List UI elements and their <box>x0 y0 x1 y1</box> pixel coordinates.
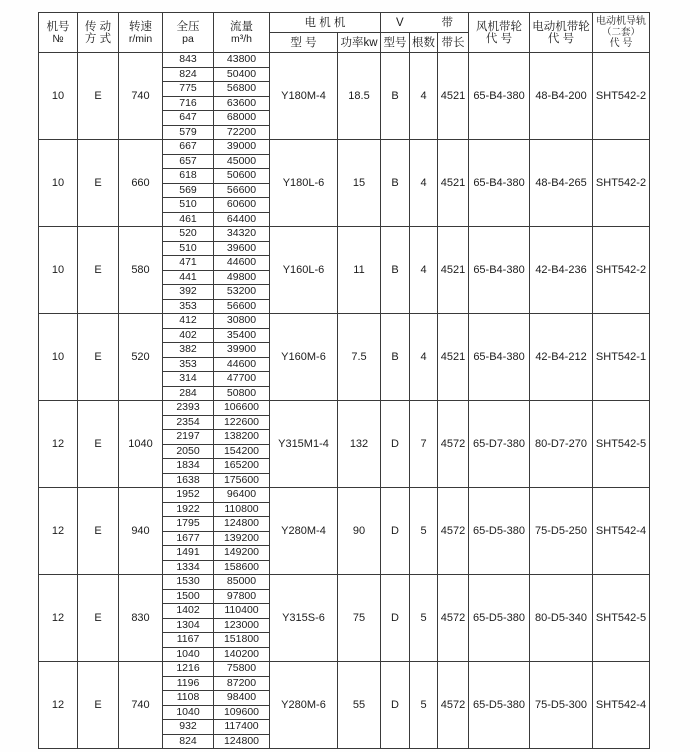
cell-motor-power: 132 <box>338 401 381 488</box>
cell-flow: 87200 <box>214 676 270 691</box>
cell-motor-pulley: 80-D7-270 <box>530 401 593 488</box>
cell-pressure: 314 <box>163 372 214 387</box>
cell-motor-model: Y315M1-4 <box>270 401 338 488</box>
cell-flow: 53200 <box>214 285 270 300</box>
cell-motor-model: Y180L-6 <box>270 140 338 227</box>
cell-rail-code: SHT542-2 <box>593 140 650 227</box>
cell-flow: 124800 <box>214 734 270 749</box>
cell-machine-no: 12 <box>39 575 78 662</box>
cell-pressure: 647 <box>163 111 214 126</box>
cell-belt-type: B <box>381 314 410 401</box>
cell-pressure: 1834 <box>163 459 214 474</box>
cell-pressure: 667 <box>163 140 214 155</box>
cell-rail-code: SHT542-4 <box>593 662 650 749</box>
cell-speed: 940 <box>119 488 163 575</box>
cell-flow: 39900 <box>214 343 270 358</box>
cell-speed: 740 <box>119 662 163 749</box>
cell-rail-code: SHT542-5 <box>593 575 650 662</box>
cell-machine-no: 12 <box>39 401 78 488</box>
cell-belt-type: B <box>381 227 410 314</box>
header-flow-rate: 流量 m³/h <box>214 13 270 53</box>
fan-motor-spec-table <box>38 12 650 749</box>
header-machine-no: 机号 № <box>39 13 78 53</box>
cell-flow: 122600 <box>214 415 270 430</box>
header-total-pressure: 全压 pa <box>163 13 214 53</box>
cell-pressure: 1402 <box>163 604 214 619</box>
header-vbelt-group: V 带 <box>381 13 469 33</box>
cell-pressure: 441 <box>163 270 214 285</box>
cell-pressure: 1795 <box>163 517 214 532</box>
cell-speed: 660 <box>119 140 163 227</box>
cell-motor-model: Y280M-6 <box>270 662 338 749</box>
cell-speed: 580 <box>119 227 163 314</box>
spec-table-body <box>39 53 650 749</box>
cell-pressure: 657 <box>163 154 214 169</box>
cell-belt-count: 5 <box>410 575 438 662</box>
header-motor-power: 功率kw <box>338 33 381 53</box>
header-motor-rail: 电动机导轨 （二套） 代 号 <box>593 13 650 53</box>
cell-flow: 110800 <box>214 502 270 517</box>
cell-pressure: 1108 <box>163 691 214 706</box>
cell-flow: 30800 <box>214 314 270 329</box>
cell-flow: 109600 <box>214 705 270 720</box>
cell-motor-pulley: 80-D5-340 <box>530 575 593 662</box>
cell-flow: 110400 <box>214 604 270 619</box>
cell-flow: 35400 <box>214 328 270 343</box>
cell-speed: 740 <box>119 53 163 140</box>
cell-pressure: 1638 <box>163 473 214 488</box>
cell-motor-power: 11 <box>338 227 381 314</box>
cell-rail-code: SHT542-5 <box>593 401 650 488</box>
cell-belt-length: 4572 <box>438 662 469 749</box>
cell-belt-length: 4521 <box>438 227 469 314</box>
cell-belt-length: 4521 <box>438 140 469 227</box>
spec-row <box>39 575 650 590</box>
cell-flow: 63600 <box>214 96 270 111</box>
cell-flow: 50600 <box>214 169 270 184</box>
cell-flow: 138200 <box>214 430 270 445</box>
cell-pressure: 932 <box>163 720 214 735</box>
cell-pressure: 618 <box>163 169 214 184</box>
cell-speed: 830 <box>119 575 163 662</box>
header-motor-pulley: 电动机带轮 代 号 <box>530 13 593 53</box>
header-belt-length: 带长 <box>438 33 469 53</box>
cell-pressure: 2050 <box>163 444 214 459</box>
cell-belt-length: 4572 <box>438 401 469 488</box>
cell-pressure: 1491 <box>163 546 214 561</box>
spec-row <box>39 227 650 242</box>
cell-drive-mode: E <box>78 488 119 575</box>
cell-belt-type: D <box>381 575 410 662</box>
cell-machine-no: 10 <box>39 314 78 401</box>
cell-flow: 64400 <box>214 212 270 227</box>
cell-flow: 85000 <box>214 575 270 590</box>
cell-fan-pulley: 65-B4-380 <box>469 53 530 140</box>
cell-belt-length: 4572 <box>438 575 469 662</box>
cell-flow: 165200 <box>214 459 270 474</box>
cell-pressure: 1167 <box>163 633 214 648</box>
cell-pressure: 1334 <box>163 560 214 575</box>
cell-pressure: 510 <box>163 198 214 213</box>
cell-motor-pulley: 75-D5-300 <box>530 662 593 749</box>
cell-flow: 98400 <box>214 691 270 706</box>
header-motor-group: 电 机 机 <box>270 13 381 33</box>
cell-flow: 123000 <box>214 618 270 633</box>
cell-flow: 139200 <box>214 531 270 546</box>
cell-flow: 43800 <box>214 53 270 68</box>
cell-pressure: 382 <box>163 343 214 358</box>
cell-flow: 49800 <box>214 270 270 285</box>
cell-pressure: 412 <box>163 314 214 329</box>
cell-machine-no: 10 <box>39 140 78 227</box>
cell-belt-type: B <box>381 140 410 227</box>
cell-belt-count: 5 <box>410 662 438 749</box>
header-drive-mode: 传 动 方 式 <box>78 13 119 53</box>
cell-pressure: 824 <box>163 734 214 749</box>
cell-motor-power: 75 <box>338 575 381 662</box>
cell-flow: 45000 <box>214 154 270 169</box>
header-fan-pulley: 风机带轮 代 号 <box>469 13 530 53</box>
cell-flow: 56800 <box>214 82 270 97</box>
header-belt-count: 根数 <box>410 33 438 53</box>
cell-machine-no: 12 <box>39 662 78 749</box>
cell-flow: 140200 <box>214 647 270 662</box>
cell-flow: 106600 <box>214 401 270 416</box>
cell-pressure: 353 <box>163 299 214 314</box>
cell-motor-pulley: 48-B4-200 <box>530 53 593 140</box>
cell-motor-power: 18.5 <box>338 53 381 140</box>
cell-flow: 175600 <box>214 473 270 488</box>
cell-speed: 520 <box>119 314 163 401</box>
header-motor-model: 型 号 <box>270 33 338 53</box>
cell-pressure: 1196 <box>163 676 214 691</box>
cell-flow: 149200 <box>214 546 270 561</box>
cell-motor-power: 55 <box>338 662 381 749</box>
cell-pressure: 510 <box>163 241 214 256</box>
cell-motor-model: Y160L-6 <box>270 227 338 314</box>
cell-drive-mode: E <box>78 662 119 749</box>
cell-flow: 56600 <box>214 183 270 198</box>
cell-pressure: 569 <box>163 183 214 198</box>
cell-fan-pulley: 65-D5-380 <box>469 575 530 662</box>
cell-flow: 34320 <box>214 227 270 242</box>
cell-belt-type: D <box>381 662 410 749</box>
cell-belt-length: 4572 <box>438 488 469 575</box>
cell-pressure: 716 <box>163 96 214 111</box>
cell-belt-type: D <box>381 401 410 488</box>
cell-flow: 50400 <box>214 67 270 82</box>
spec-row <box>39 401 650 416</box>
cell-drive-mode: E <box>78 575 119 662</box>
cell-fan-pulley: 65-B4-380 <box>469 227 530 314</box>
cell-belt-count: 5 <box>410 488 438 575</box>
cell-rail-code: SHT542-4 <box>593 488 650 575</box>
cell-flow: 158600 <box>214 560 270 575</box>
cell-pressure: 392 <box>163 285 214 300</box>
cell-rail-code: SHT542-2 <box>593 53 650 140</box>
cell-fan-pulley: 65-D7-380 <box>469 401 530 488</box>
cell-motor-model: Y180M-4 <box>270 53 338 140</box>
spec-row <box>39 314 650 329</box>
spec-row <box>39 488 650 503</box>
cell-flow: 75800 <box>214 662 270 677</box>
cell-flow: 68000 <box>214 111 270 126</box>
cell-pressure: 471 <box>163 256 214 271</box>
cell-pressure: 1952 <box>163 488 214 503</box>
table-header <box>39 13 650 53</box>
cell-motor-pulley: 75-D5-250 <box>530 488 593 575</box>
cell-belt-count: 4 <box>410 314 438 401</box>
cell-belt-count: 4 <box>410 53 438 140</box>
cell-flow: 97800 <box>214 589 270 604</box>
cell-motor-model: Y280M-4 <box>270 488 338 575</box>
cell-pressure: 824 <box>163 67 214 82</box>
cell-drive-mode: E <box>78 53 119 140</box>
cell-motor-power: 90 <box>338 488 381 575</box>
cell-pressure: 520 <box>163 227 214 242</box>
cell-pressure: 1677 <box>163 531 214 546</box>
cell-drive-mode: E <box>78 401 119 488</box>
cell-flow: 39600 <box>214 241 270 256</box>
cell-motor-power: 15 <box>338 140 381 227</box>
cell-belt-length: 4521 <box>438 53 469 140</box>
cell-pressure: 579 <box>163 125 214 140</box>
cell-motor-pulley: 48-B4-265 <box>530 140 593 227</box>
cell-pressure: 1216 <box>163 662 214 677</box>
cell-drive-mode: E <box>78 140 119 227</box>
cell-rail-code: SHT542-2 <box>593 227 650 314</box>
cell-motor-pulley: 42-B4-212 <box>530 314 593 401</box>
cell-flow: 44600 <box>214 256 270 271</box>
cell-motor-power: 7.5 <box>338 314 381 401</box>
cell-pressure: 284 <box>163 386 214 401</box>
cell-flow: 50800 <box>214 386 270 401</box>
cell-pressure: 843 <box>163 53 214 68</box>
cell-motor-model: Y160M-6 <box>270 314 338 401</box>
header-speed: 转速 r/min <box>119 13 163 53</box>
cell-belt-count: 4 <box>410 140 438 227</box>
cell-belt-count: 4 <box>410 227 438 314</box>
cell-pressure: 2197 <box>163 430 214 445</box>
cell-flow: 60600 <box>214 198 270 213</box>
cell-speed: 1040 <box>119 401 163 488</box>
cell-pressure: 2393 <box>163 401 214 416</box>
cell-motor-pulley: 42-B4-236 <box>530 227 593 314</box>
cell-flow: 47700 <box>214 372 270 387</box>
cell-pressure: 775 <box>163 82 214 97</box>
cell-flow: 117400 <box>214 720 270 735</box>
cell-pressure: 1040 <box>163 647 214 662</box>
cell-flow: 56600 <box>214 299 270 314</box>
cell-pressure: 2354 <box>163 415 214 430</box>
cell-flow: 44600 <box>214 357 270 372</box>
cell-machine-no: 10 <box>39 227 78 314</box>
cell-motor-model: Y315S-6 <box>270 575 338 662</box>
cell-flow: 96400 <box>214 488 270 503</box>
spec-row <box>39 53 650 68</box>
spec-row <box>39 140 650 155</box>
cell-belt-length: 4521 <box>438 314 469 401</box>
cell-pressure: 1500 <box>163 589 214 604</box>
cell-drive-mode: E <box>78 314 119 401</box>
cell-fan-pulley: 65-B4-380 <box>469 314 530 401</box>
cell-belt-count: 7 <box>410 401 438 488</box>
spec-row <box>39 662 650 677</box>
cell-machine-no: 10 <box>39 53 78 140</box>
cell-flow: 72200 <box>214 125 270 140</box>
cell-belt-type: D <box>381 488 410 575</box>
cell-flow: 151800 <box>214 633 270 648</box>
cell-pressure: 461 <box>163 212 214 227</box>
cell-pressure: 353 <box>163 357 214 372</box>
cell-flow: 124800 <box>214 517 270 532</box>
cell-rail-code: SHT542-1 <box>593 314 650 401</box>
cell-pressure: 402 <box>163 328 214 343</box>
cell-fan-pulley: 65-B4-380 <box>469 140 530 227</box>
header-belt-type: 型号 <box>381 33 410 53</box>
cell-fan-pulley: 65-D5-380 <box>469 662 530 749</box>
cell-pressure: 1530 <box>163 575 214 590</box>
cell-drive-mode: E <box>78 227 119 314</box>
cell-pressure: 1040 <box>163 705 214 720</box>
cell-machine-no: 12 <box>39 488 78 575</box>
cell-flow: 39000 <box>214 140 270 155</box>
cell-fan-pulley: 65-D5-380 <box>469 488 530 575</box>
cell-flow: 154200 <box>214 444 270 459</box>
cell-pressure: 1922 <box>163 502 214 517</box>
cell-belt-type: B <box>381 53 410 140</box>
cell-pressure: 1304 <box>163 618 214 633</box>
